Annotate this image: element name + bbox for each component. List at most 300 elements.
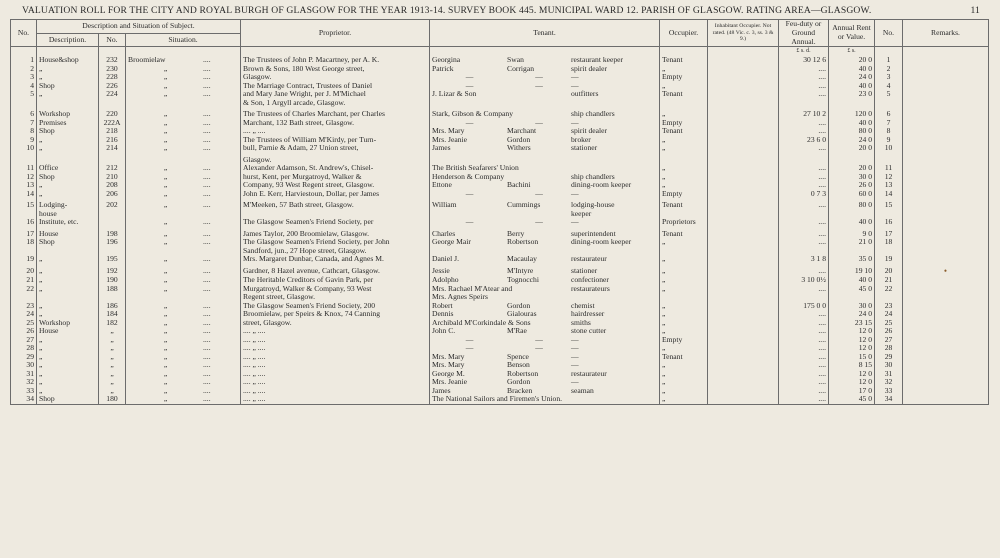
entry-proprietor: .... „ ....: [241, 370, 430, 379]
tenant-occupation: —: [571, 335, 579, 344]
entry-occupier: [660, 99, 708, 108]
entry-situation: [126, 353, 241, 362]
entry-inhabitant-occupier: [708, 164, 779, 173]
entry-feu-duty: [779, 156, 829, 165]
tenant-surname: M'Rae: [507, 327, 527, 336]
entry-situation: [126, 127, 241, 136]
entry-number-right: [875, 247, 903, 256]
situation-street: „: [163, 64, 168, 73]
entry-number: 32: [11, 378, 37, 387]
tenant-occupation: hairdresser: [571, 310, 605, 319]
entry-description: House: [37, 230, 99, 239]
entry-description: Shop: [37, 127, 99, 136]
roll-row: [11, 285, 989, 294]
tenant-surname: Bracken: [507, 386, 533, 395]
entry-inhabitant-occupier: [708, 127, 779, 136]
entry-situation: [126, 119, 241, 128]
tenant-occupation: —: [571, 218, 579, 227]
entry-situation: [126, 238, 241, 247]
entry-number: 30: [11, 361, 37, 370]
col-header-remarks: Remarks.: [903, 20, 989, 47]
entry-proprietor: .... „ ....: [241, 327, 430, 336]
entry-number: 8: [11, 127, 37, 136]
entry-feu-duty: 30 12 6: [779, 56, 829, 65]
house-number: 182: [99, 319, 126, 328]
entry-description: [37, 293, 99, 302]
entry-annual-rent: 12 0: [829, 370, 875, 379]
entry-number-right: 5: [875, 90, 903, 99]
entry-tenant: [430, 190, 660, 199]
tenant-first-name: —: [465, 81, 474, 90]
entry-feu-duty: ....: [779, 319, 829, 328]
col-header-no-right: No.: [875, 20, 903, 47]
entry-number-right: 26: [875, 327, 903, 336]
entry-description: Workshop: [37, 319, 99, 328]
entry-number: [11, 156, 37, 165]
entry-occupier: Empty: [660, 73, 708, 82]
situation-leader: ....: [203, 238, 211, 247]
entry-situation: [126, 395, 241, 404]
entry-occupier: [660, 210, 708, 219]
entry-number-right: 9: [875, 136, 903, 145]
entry-situation: [126, 99, 241, 108]
entry-description: [37, 99, 99, 108]
roll-row: [11, 56, 989, 65]
entry-occupier: Empty: [660, 336, 708, 345]
entry-feu-duty: ....: [779, 82, 829, 91]
entry-situation: [126, 90, 241, 99]
entry-feu-duty: ....: [779, 361, 829, 370]
tenant-occupation: —: [571, 378, 579, 387]
entry-occupier: „: [660, 267, 708, 277]
entry-description: [37, 156, 99, 165]
entry-description: „: [37, 181, 99, 190]
situation-street: „: [163, 189, 168, 198]
tenant-first-name: Charles: [432, 229, 456, 238]
entry-annual-rent: 12 0: [829, 327, 875, 336]
house-number: 206: [99, 190, 126, 199]
entry-inhabitant-occupier: [708, 230, 779, 239]
entry-number-right: 11: [875, 164, 903, 173]
entry-feu-duty: [779, 99, 829, 108]
entry-number: [11, 99, 37, 108]
entry-number-right: 2: [875, 65, 903, 74]
tenant-occupation: smiths: [571, 318, 591, 327]
entry-number-right: 4: [875, 82, 903, 91]
entry-inhabitant-occupier: [708, 276, 779, 285]
roll-row: [11, 190, 989, 199]
entry-description: „: [37, 302, 99, 311]
col-header-description: Description.: [37, 33, 99, 47]
entry-number: 19: [11, 255, 37, 264]
roll-row: [11, 119, 989, 128]
situation-leader: ....: [203, 81, 211, 90]
entry-number-right: 15: [875, 201, 903, 210]
entry-number: 31: [11, 370, 37, 379]
entry-tenant: [430, 136, 660, 145]
entry-annual-rent: [829, 293, 875, 302]
entry-feu-duty: ....: [779, 218, 829, 227]
entry-occupier: „: [660, 173, 708, 182]
entry-proprietor: street, Glasgow.: [241, 319, 430, 328]
entry-annual-rent: 20 0: [829, 56, 875, 65]
entry-proprietor: The Heritable Creditors of Gavin Park, per: [241, 276, 430, 285]
entry-situation: [126, 361, 241, 370]
house-number: [99, 99, 126, 108]
entry-proprietor: .... „ ....: [241, 361, 430, 370]
entry-feu-duty: 23 6 0: [779, 136, 829, 145]
col-header-feu-duty: Feu-duty or Ground Annual.: [779, 20, 829, 47]
situation-leader: ....: [203, 361, 211, 370]
entry-tenant: [430, 293, 660, 302]
entry-inhabitant-occupier: [708, 65, 779, 74]
entry-proprietor: and Mary Jane Wright, per J. M'Michael: [241, 90, 430, 99]
situation-leader: ....: [203, 56, 211, 65]
tenant-occupation: —: [571, 352, 579, 361]
entry-number-right: 7: [875, 119, 903, 128]
tenant-first-name: Mrs. Jeanie: [432, 135, 468, 144]
situation-leader: ....: [203, 73, 211, 82]
entry-proprietor: Sandford, jun., 27 Hope street, Glasgow.: [241, 247, 430, 256]
entry-remarks: [903, 136, 989, 145]
tenant-surname: —: [535, 73, 543, 82]
entry-remarks: [903, 210, 989, 219]
tenant-first-name: Robert: [432, 301, 453, 310]
entry-feu-duty: ....: [779, 119, 829, 128]
roll-row: [11, 136, 989, 145]
entry-feu-duty: ....: [779, 267, 829, 277]
entry-tenant: [430, 218, 660, 227]
entry-situation: [126, 136, 241, 145]
entry-remarks: [903, 99, 989, 108]
entry-inhabitant-occupier: [708, 73, 779, 82]
entry-annual-rent: 120 0: [829, 110, 875, 119]
tenant-surname: Marchant: [507, 127, 537, 136]
entry-proprietor: .... „ ....: [241, 127, 430, 136]
entry-number: 22: [11, 285, 37, 294]
entry-description: Shop: [37, 82, 99, 91]
col-header-proprietor: Proprietor.: [241, 20, 430, 47]
entry-number: 6: [11, 110, 37, 119]
entry-feu-duty: ....: [779, 173, 829, 182]
entry-number-right: 27: [875, 336, 903, 345]
house-number: [99, 247, 126, 256]
entry-number: 25: [11, 319, 37, 328]
entry-number: 5: [11, 90, 37, 99]
situation-street: „: [163, 201, 168, 210]
entry-proprietor: The Glasgow Seamen's Friend Society, per John: [241, 238, 430, 247]
entry-description: [37, 247, 99, 256]
tenant-occupation: restaurateur: [571, 369, 607, 378]
entry-inhabitant-occupier: [708, 327, 779, 336]
entry-occupier: „: [660, 370, 708, 379]
situation-street: „: [163, 90, 168, 99]
entry-annual-rent: 30 0: [829, 173, 875, 182]
entry-annual-rent: 12 0: [829, 336, 875, 345]
entry-remarks: [903, 73, 989, 82]
entry-feu-duty: ....: [779, 238, 829, 247]
house-number: 220: [99, 110, 126, 119]
entry-feu-duty: ....: [779, 73, 829, 82]
entry-number-right: 34: [875, 395, 903, 404]
tenant-occupation: restaurateurs: [571, 284, 610, 293]
tenant-occupation: spirit dealer: [571, 64, 608, 73]
tenant-surname: Gialouras: [507, 310, 537, 319]
house-number: „: [99, 336, 126, 345]
entry-tenant: [430, 201, 660, 210]
entry-description: „: [37, 255, 99, 264]
entry-occupier: [660, 247, 708, 256]
entry-tenant: [430, 173, 660, 182]
situation-leader: ....: [203, 301, 211, 310]
entry-number-right: 6: [875, 110, 903, 119]
entry-inhabitant-occupier: [708, 353, 779, 362]
entry-situation: [126, 378, 241, 387]
entry-situation: [126, 210, 241, 219]
situation-leader: ....: [203, 135, 211, 144]
entry-remarks: [903, 336, 989, 345]
entry-situation: [126, 293, 241, 302]
roll-row: [11, 181, 989, 190]
entry-annual-rent: 80 0: [829, 127, 875, 136]
entry-remarks: [903, 90, 989, 99]
tenant-occupation: —: [571, 73, 579, 82]
entry-occupier: Tenant: [660, 230, 708, 239]
entry-remarks: [903, 82, 989, 91]
situation-street: „: [163, 229, 168, 238]
entry-description: Shop: [37, 395, 99, 404]
tenant-first-name: The British Seafarers' Union: [432, 164, 519, 173]
entry-occupier: „: [660, 361, 708, 370]
entry-number: 33: [11, 387, 37, 396]
situation-leader: ....: [203, 118, 211, 127]
entry-annual-rent: 23 15: [829, 319, 875, 328]
entry-remarks: [903, 190, 989, 199]
house-number: 232: [99, 56, 126, 65]
entry-feu-duty: ....: [779, 336, 829, 345]
entry-situation: [126, 344, 241, 353]
entry-tenant: [430, 56, 660, 65]
entry-proprietor: James Taylor, 200 Broomielaw, Glasgow.: [241, 230, 430, 239]
tenant-first-name: John C.: [432, 327, 456, 336]
tenant-surname: Berry: [507, 229, 525, 238]
entry-tenant: [430, 319, 660, 328]
roll-row: [11, 65, 989, 74]
roll-row: [11, 310, 989, 319]
entry-situation: [126, 201, 241, 210]
situation-leader: ....: [203, 276, 211, 285]
tenant-surname: —: [535, 218, 543, 227]
entry-occupier: Tenant: [660, 56, 708, 65]
entry-description: „: [37, 387, 99, 396]
tenant-first-name: James: [432, 386, 451, 395]
entry-tenant: [430, 378, 660, 387]
money-units-row: [11, 47, 989, 57]
entry-occupier: „: [660, 164, 708, 173]
roll-row: [11, 319, 989, 328]
entry-remarks: [903, 353, 989, 362]
situation-leader: ....: [203, 395, 211, 404]
entry-occupier: [660, 156, 708, 165]
entry-description: „: [37, 65, 99, 74]
entry-inhabitant-occupier: [708, 378, 779, 387]
entry-description: „: [37, 285, 99, 294]
entry-inhabitant-occupier: [708, 285, 779, 294]
entry-situation: [126, 336, 241, 345]
entry-occupier: „: [660, 285, 708, 294]
entry-inhabitant-occupier: [708, 395, 779, 404]
house-number: 190: [99, 276, 126, 285]
situation-leader: ....: [203, 229, 211, 238]
entry-description: „: [37, 144, 99, 153]
entry-occupier: „: [660, 144, 708, 153]
entry-feu-duty: [779, 247, 829, 256]
tenant-first-name: James: [432, 144, 451, 153]
entry-tenant: [430, 336, 660, 345]
entry-number-right: 28: [875, 344, 903, 353]
entry-feu-duty: 3 10 0½: [779, 276, 829, 285]
roll-row: [11, 230, 989, 239]
roll-row: [11, 210, 989, 219]
roll-row: [11, 201, 989, 210]
entry-situation: [126, 181, 241, 190]
tenant-occupation: seaman: [571, 386, 594, 395]
entry-proprietor: Glasgow.: [241, 156, 430, 165]
entry-annual-rent: 30 0: [829, 302, 875, 311]
tenant-occupation: —: [571, 81, 579, 90]
entry-description: Shop: [37, 238, 99, 247]
entry-annual-rent: 20 0: [829, 144, 875, 153]
entry-remarks: [903, 110, 989, 119]
entry-proprietor: .... „ ....: [241, 395, 430, 404]
entry-number: 23: [11, 302, 37, 311]
entry-number-right: [875, 99, 903, 108]
entry-annual-rent: 35 0: [829, 255, 875, 264]
entry-proprietor: Broomielaw, per Speirs & Knox, 74 Canning: [241, 310, 430, 319]
roll-row: [11, 110, 989, 119]
page-header: [22, 5, 980, 16]
entry-proprietor: & Son, 1 Argyll arcade, Glasgow.: [241, 99, 430, 108]
roll-row: [11, 353, 989, 362]
entry-number-right: 19: [875, 255, 903, 264]
house-number: 198: [99, 230, 126, 239]
entry-situation: [126, 56, 241, 65]
entry-inhabitant-occupier: [708, 361, 779, 370]
house-number: 216: [99, 136, 126, 145]
entry-situation: [126, 218, 241, 227]
entry-feu-duty: ....: [779, 395, 829, 404]
entry-inhabitant-occupier: [708, 370, 779, 379]
situation-leader: ....: [203, 327, 211, 336]
entry-inhabitant-occupier: [708, 238, 779, 247]
entry-annual-rent: [829, 156, 875, 165]
roll-row: [11, 156, 989, 165]
tenant-first-name: Patrick: [432, 64, 454, 73]
entry-number-right: [875, 210, 903, 219]
tenant-occupation: ship chandlers: [571, 172, 615, 181]
entry-tenant: [430, 164, 660, 173]
entry-inhabitant-occupier: [708, 293, 779, 302]
entry-situation: [126, 73, 241, 82]
entry-remarks: [903, 238, 989, 247]
situation-leader: ....: [203, 144, 211, 153]
tenant-surname: Macaulay: [507, 255, 537, 264]
tenant-surname: Swan: [507, 56, 524, 65]
entry-number-right: 31: [875, 370, 903, 379]
entry-occupier: „: [660, 387, 708, 396]
entry-situation: [126, 310, 241, 319]
entry-annual-rent: 24 0: [829, 136, 875, 145]
situation-leader: ....: [203, 335, 211, 344]
entry-occupier: Proprietors: [660, 218, 708, 227]
house-number: [99, 210, 126, 219]
house-number: [99, 218, 126, 227]
entry-annual-rent: 8 15: [829, 361, 875, 370]
house-number: 224: [99, 90, 126, 99]
entry-number-right: 14: [875, 190, 903, 199]
situation-street: „: [163, 238, 168, 247]
entry-proprietor: .... „ ....: [241, 344, 430, 353]
tenant-occupation: dining-room keeper: [571, 238, 632, 247]
situation-leader: ....: [203, 189, 211, 198]
tenant-first-name: Mrs. Jeanie: [432, 378, 468, 387]
entry-feu-duty: ....: [779, 181, 829, 190]
entry-situation: [126, 276, 241, 285]
entry-number-right: 23: [875, 302, 903, 311]
roll-row: [11, 370, 989, 379]
entry-number: 15: [11, 201, 37, 210]
entry-occupier: „: [660, 238, 708, 247]
valuation-table: [10, 19, 989, 405]
entry-number-right: 33: [875, 387, 903, 396]
entry-proprietor: John E. Kerr, Harviestoun, Dollar, per James: [241, 190, 430, 199]
situation-street: „: [163, 284, 168, 293]
roll-row: [11, 127, 989, 136]
entry-proprietor: The Trustees of William M'Kirdy, per Turn-: [241, 136, 430, 145]
entry-situation: [126, 173, 241, 182]
entry-number-right: 13: [875, 181, 903, 190]
situation-street: „: [163, 369, 168, 378]
roll-row: [11, 82, 989, 91]
entry-remarks: [903, 119, 989, 128]
tenant-occupation: restaurant keeper: [571, 56, 624, 65]
entry-remarks: [903, 327, 989, 336]
roll-row: [11, 247, 989, 256]
house-number: „: [99, 378, 126, 387]
tenant-surname: Cummings: [507, 201, 541, 210]
entry-number: 34: [11, 395, 37, 404]
entry-remarks: [903, 247, 989, 256]
house-number: 210: [99, 173, 126, 182]
house-number: „: [99, 387, 126, 396]
entry-feu-duty: ....: [779, 344, 829, 353]
entry-proprietor: The Glasgow Seamen's Friend Society, per: [241, 218, 430, 227]
house-number: „: [99, 361, 126, 370]
roll-row: [11, 238, 989, 247]
col-header-description-group: Description and Situation of Subject.: [37, 20, 241, 34]
situation-leader: ....: [203, 127, 211, 136]
col-header-inhabitant: Inhabitant Occupier. Not rated. (48 Vic. c. 3, ss. 3 & 9.): [708, 20, 779, 47]
entry-feu-duty: ....: [779, 144, 829, 153]
entry-feu-duty: ....: [779, 230, 829, 239]
tenant-surname: Withers: [507, 144, 531, 153]
situation-street: „: [163, 73, 168, 82]
entry-number: 9: [11, 136, 37, 145]
entry-tenant: [430, 276, 660, 285]
situation-leader: ....: [203, 255, 211, 264]
entry-feu-duty: ....: [779, 65, 829, 74]
tenant-occupation: ship chandlers: [571, 110, 615, 119]
